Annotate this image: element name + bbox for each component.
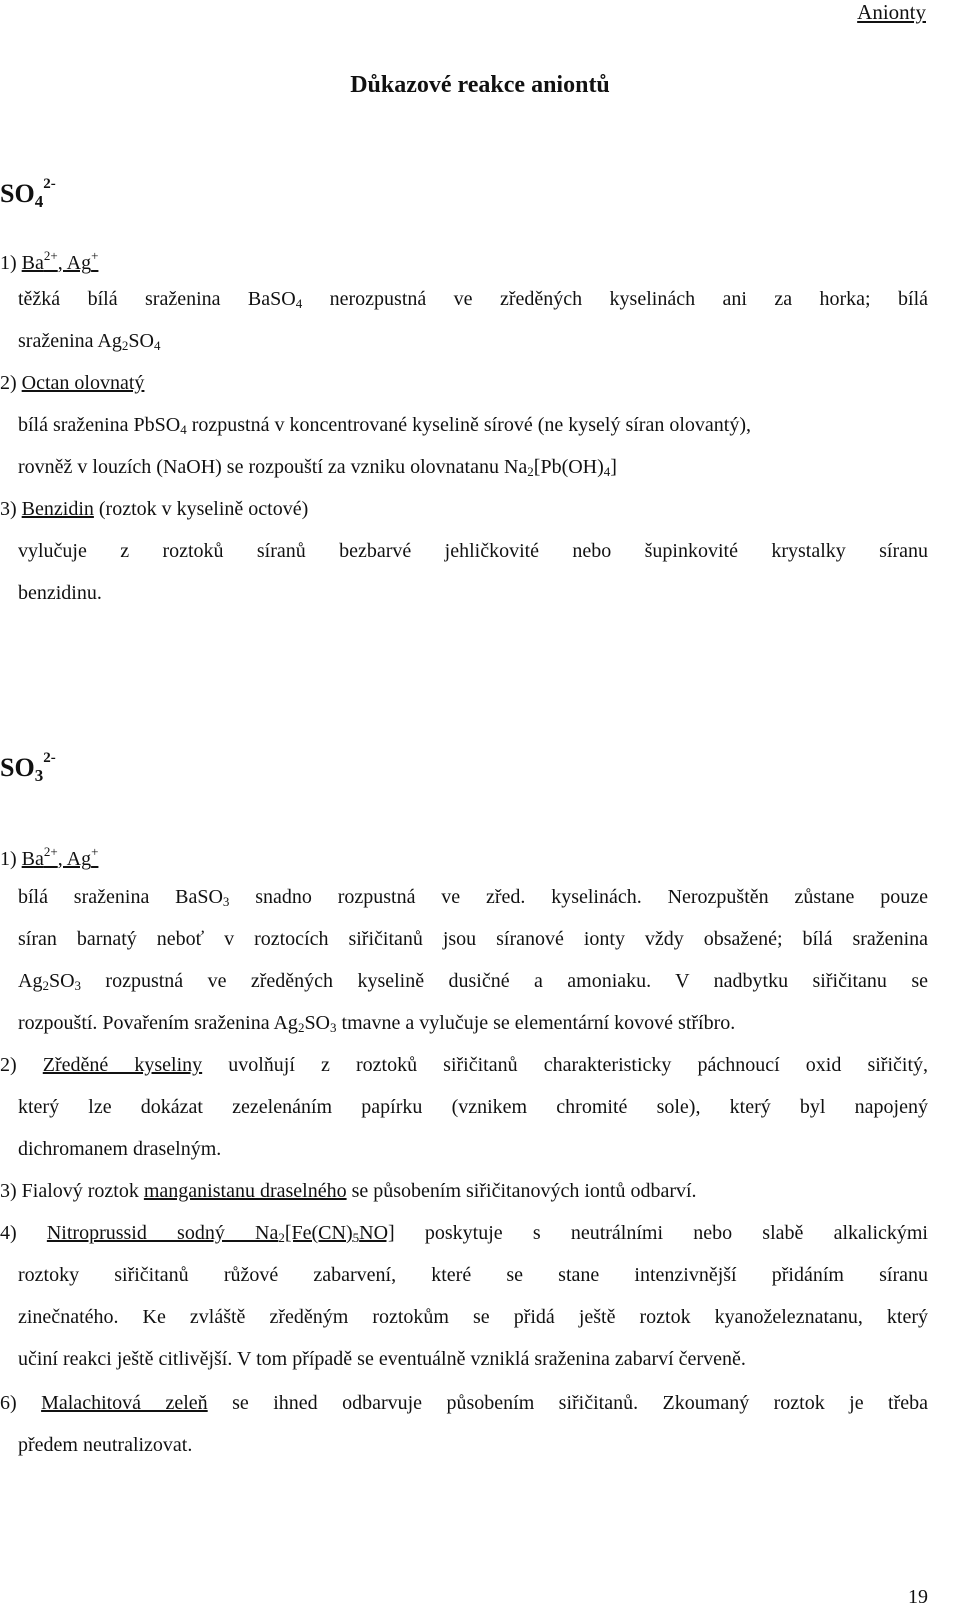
- sulfate-reaction-2-text-1: bílá sraženina PbSO$_4$ rozpustná v koncentrované kyselině sírové (ne kyselý síran olovantý),: [18, 414, 751, 437]
- sulfite-reaction-4-text-4: učiní reakci ještě citlivější. V tom případě se eventuálně vzniklá sraženina zabarví červeně.: [18, 1348, 746, 1370]
- page-number: 19: [908, 1586, 928, 1608]
- sulfate-reaction-2-label: 2) Octan olovnatý: [0, 372, 145, 394]
- sulfite-reaction-3-text: 3) Fialový roztok manganistanu draselného se působením siřičitanových iontů odbarví.: [0, 1180, 697, 1202]
- sulfate-heading: $SO_4^{2-}$: [0, 176, 56, 211]
- sulfite-reaction-4-text-1: 4) Nitroprussid sodný $Na_2[Fe(CN)_5NO]$ poskytuje s neutrálními nebo slabě alkalickými: [0, 1222, 928, 1245]
- section-header: Anionty: [857, 0, 926, 24]
- sulfite-reaction-4-text-3: zinečnatého. Ke zvláště zředěným roztokům se přidá ještě roztok kyanoželeznatanu, který: [18, 1306, 928, 1328]
- sulfite-reaction-1-label: 1) $Ba^{2+}$, Ag+: [0, 844, 99, 870]
- sulfate-reaction-2-text-2: rovněž v louzích (NaOH) se rozpouští za vzniku olovnatanu $Na_2[Pb(OH)_4]$: [18, 456, 617, 479]
- sulfite-reaction-1-text-4: rozpouští. Povařením sraženina $Ag_2SO_3$ tmavne a vylučuje se elementární kovové stříbro.: [18, 1012, 736, 1035]
- sulfate-reaction-1-text-1: těžká bílá sraženina BaSO$_4$ nerozpustná ve zředěných kyselinách ani za horka; bílá: [18, 288, 929, 311]
- sulfate-reaction-3-label: 3) Benzidin (roztok v kyselině octové): [0, 498, 309, 520]
- sulfate-reaction-3-text-1: vylučuje z roztoků síranů bezbarvé jehličkovité nebo šupinkovité krystalky síranu: [18, 540, 928, 562]
- sulfite-reaction-4-text-2: roztoky siřičitanů růžové zabarvení, které se stane intenzivnější přidáním síranu: [18, 1264, 928, 1286]
- sulfite-reaction-2-text-3: dichromanem draselným.: [18, 1138, 222, 1160]
- sulfite-reaction-6-text-1: 6) Malachitová zeleň se ihned odbarvuje působením siřičitanů. Zkoumaný roztok je třeba: [0, 1392, 928, 1414]
- page-title: Důkazové reakce aniontů: [350, 72, 610, 98]
- sulfate-reaction-1-label: 1) $Ba^{2+}$, Ag+: [0, 248, 99, 274]
- sulfate-reaction-1-text-2: sraženina $Ag_2SO_4$: [18, 330, 161, 353]
- sulfite-reaction-2-text-2: který lze dokázat zezelenáním papírku (vznikem chromité sole), který byl napojený: [18, 1096, 928, 1118]
- sulfate-reaction-3-text-2: benzidinu.: [18, 582, 102, 604]
- sulfite-reaction-1-text-1: bílá sraženina BaSO$_3$ snadno rozpustná ve zřed. kyselinách. Nerozpuštěn zůstane pouze: [18, 886, 929, 909]
- sulfite-reaction-6-text-2: předem neutralizovat.: [18, 1434, 193, 1456]
- sulfite-reaction-1-text-2: síran barnatý neboť v roztocích siřičitanů jsou síranové ionty vždy obsažené; bílá sraženina: [18, 928, 928, 950]
- sulfite-heading: $SO_3^{2-}$: [0, 750, 56, 785]
- sulfite-reaction-1-text-3: $Ag_2SO_3$ rozpustná ve zředěných kyselině dusičné a amoniaku. V nadbytku siřičitanu se: [18, 970, 928, 993]
- sulfite-reaction-2-text-1: 2) Zředěné kyseliny uvolňují z roztoků siřičitanů charakteristicky páchnoucí oxid siřičitý,: [0, 1054, 929, 1076]
